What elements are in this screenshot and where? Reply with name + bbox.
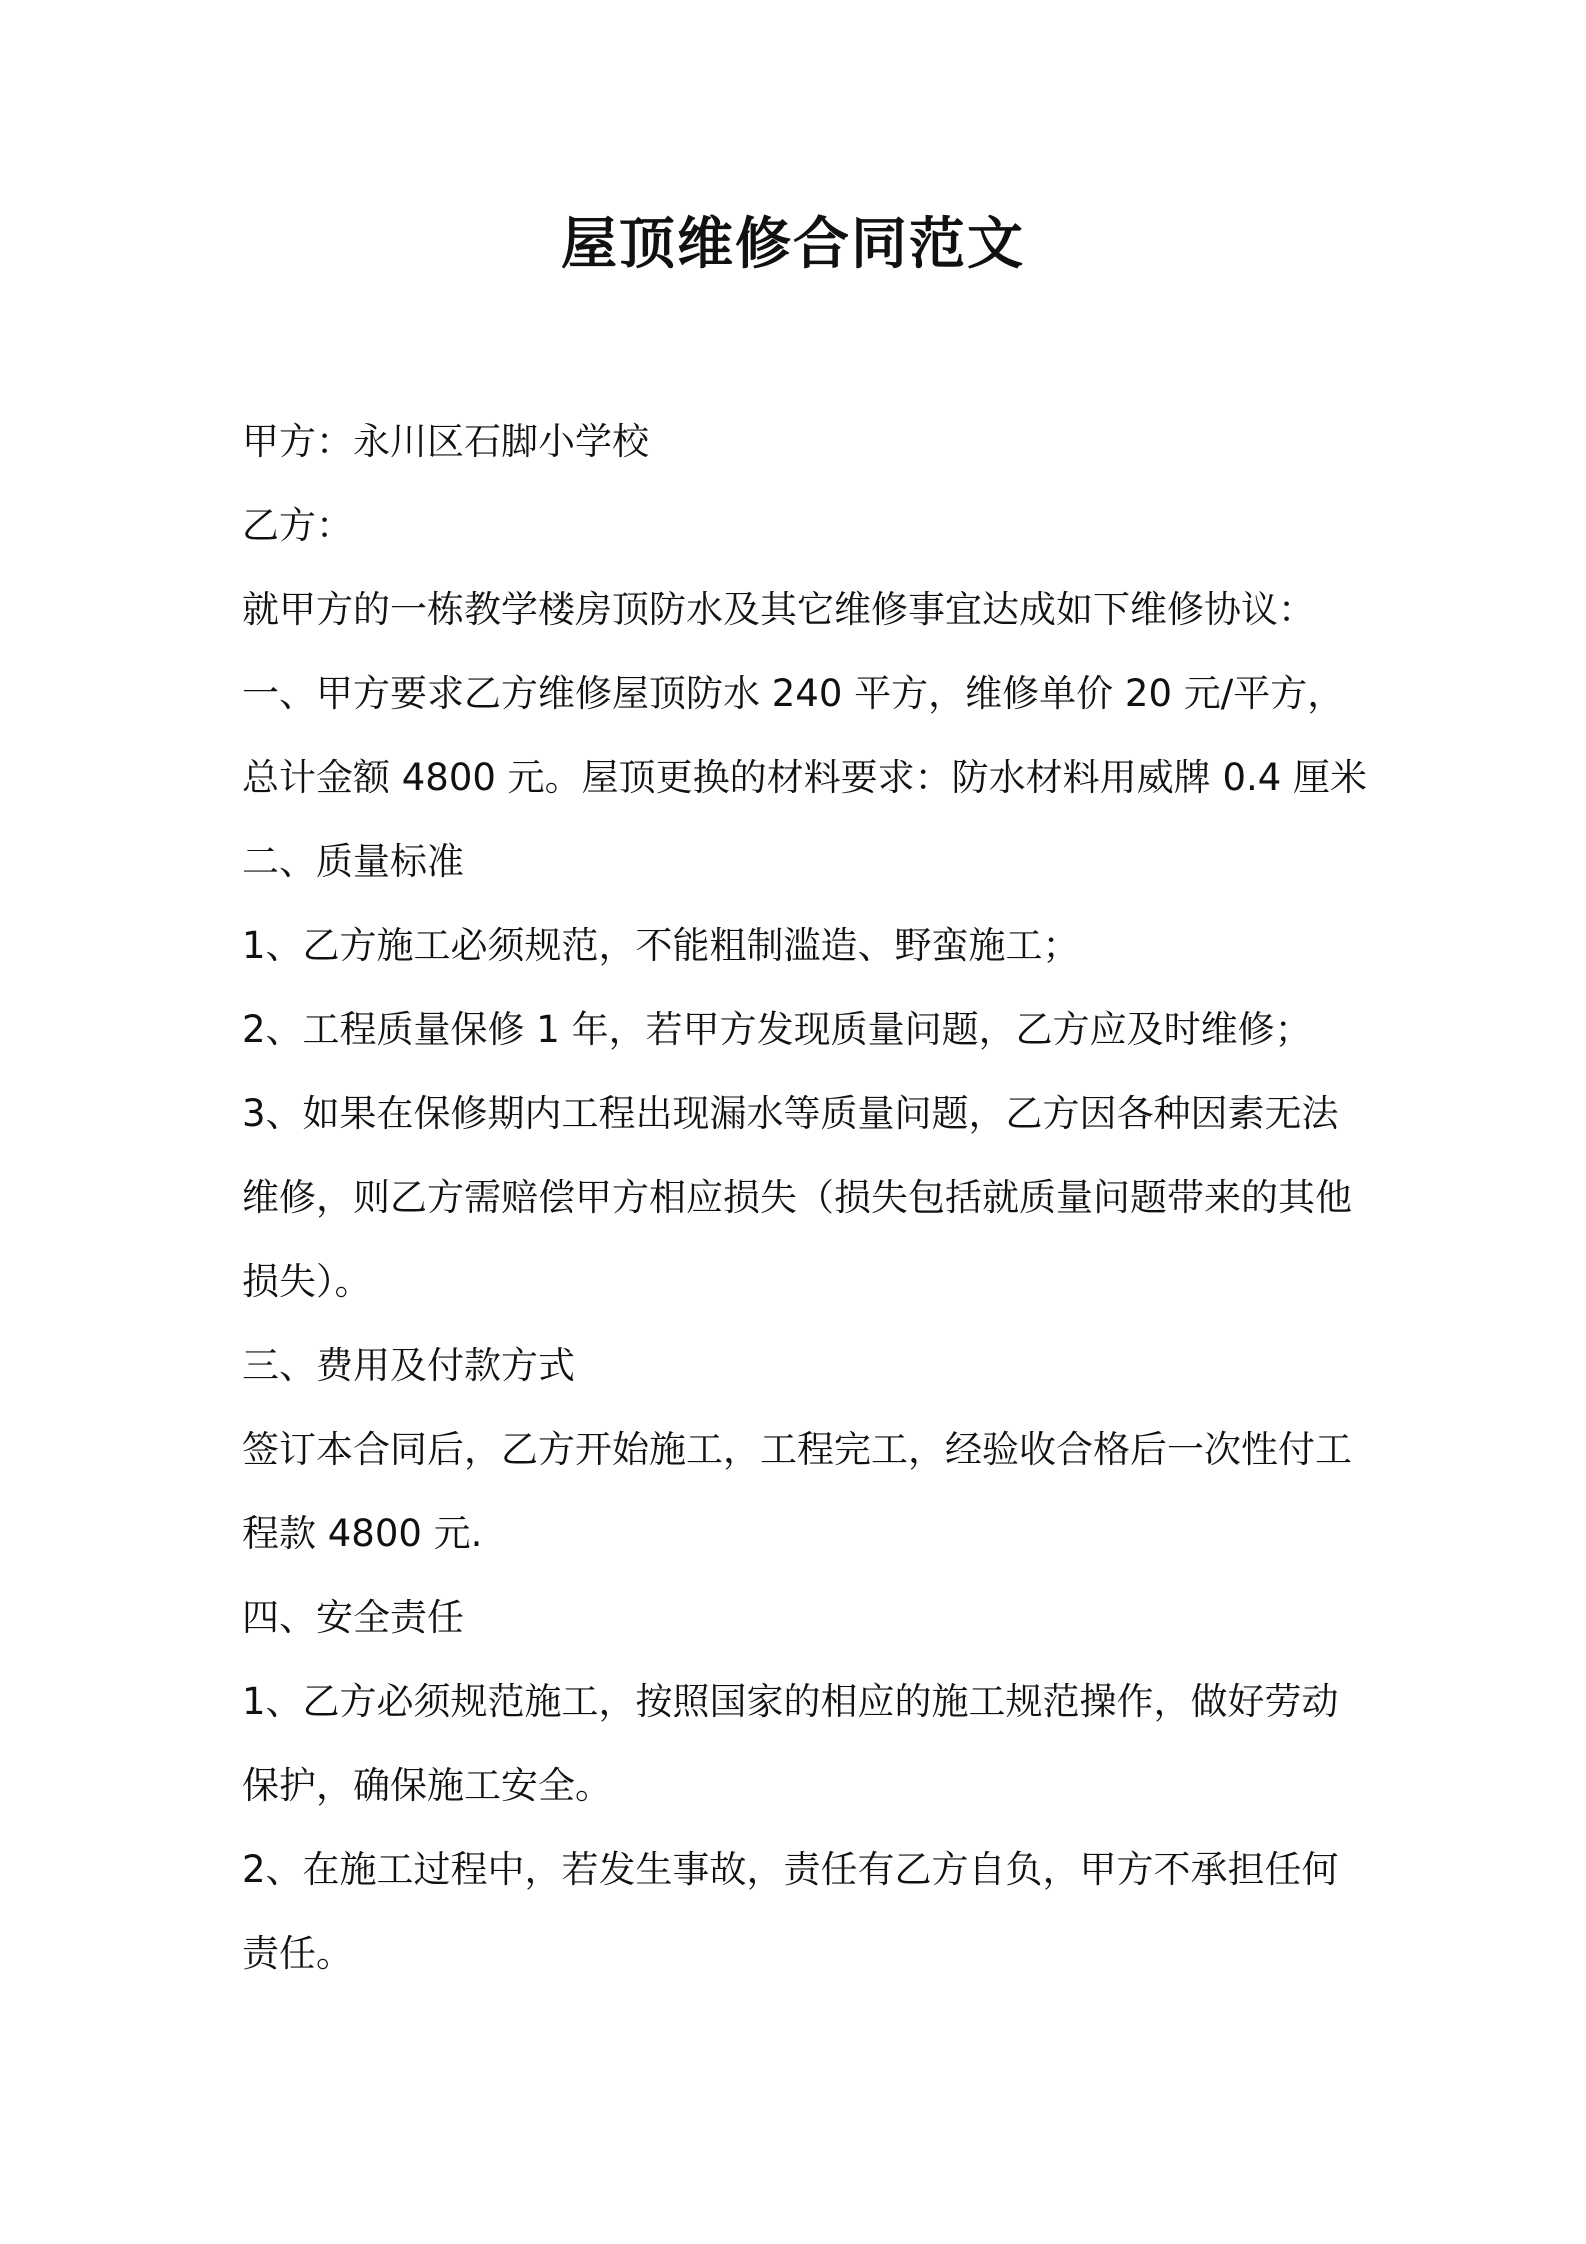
party-b-line: 乙方： — [242, 504, 353, 547]
document-body — [242, 400, 1368, 1996]
intro-line: 就甲方的一栋教学楼房顶防水及其它维修事宜达成如下维修协议： — [242, 588, 1315, 631]
payment-line-1: 签订本合同后，乙方开始施工，工程完工，经验收合格后一次性付工 — [242, 1428, 1352, 1471]
safety-item-1-line-2: 保护，确保施工安全。 — [242, 1764, 612, 1807]
safety-item-1-line-1: 1、乙方必须规范施工，按照国家的相应的施工规范操作，做好劳动 — [242, 1680, 1339, 1723]
clause-1-line-2: 总计金额 4800 元。屋顶更换的材料要求：防水材料用威牌 0.4 厘米 — [242, 756, 1368, 799]
section-quality-heading: 二、质量标准 — [242, 840, 464, 883]
quality-item-3-line-3: 损失）。 — [242, 1260, 372, 1303]
section-safety-heading: 四、安全责任 — [242, 1596, 464, 1639]
clause-1-line-1: 一、甲方要求乙方维修屋顶防水 240 平方，维修单价 20 元/平方， — [242, 672, 1345, 715]
safety-item-2-line-2: 责任。 — [242, 1932, 353, 1975]
quality-item-3-line-2: 维修，则乙方需赔偿甲方相应损失（损失包括就质量问题带来的其他 — [242, 1176, 1352, 1219]
quality-item-1: 1、乙方施工必须规范，不能粗制滥造、野蛮施工； — [242, 924, 1080, 967]
section-payment-heading: 三、费用及付款方式 — [242, 1344, 575, 1387]
payment-line-2: 程款 4800 元. — [242, 1512, 483, 1555]
document-title: 屋顶维修合同范文 — [561, 212, 1025, 277]
quality-item-2: 2、工程质量保修 1 年，若甲方发现质量问题，乙方应及时维修； — [242, 1008, 1312, 1051]
party-a-line: 甲方：永川区石脚小学校 — [242, 420, 649, 463]
quality-item-3-line-1: 3、如果在保修期内工程出现漏水等质量问题，乙方因各种因素无法 — [242, 1092, 1339, 1135]
safety-item-2-line-1: 2、在施工过程中，若发生事故，责任有乙方自负，甲方不承担任何 — [242, 1848, 1339, 1891]
